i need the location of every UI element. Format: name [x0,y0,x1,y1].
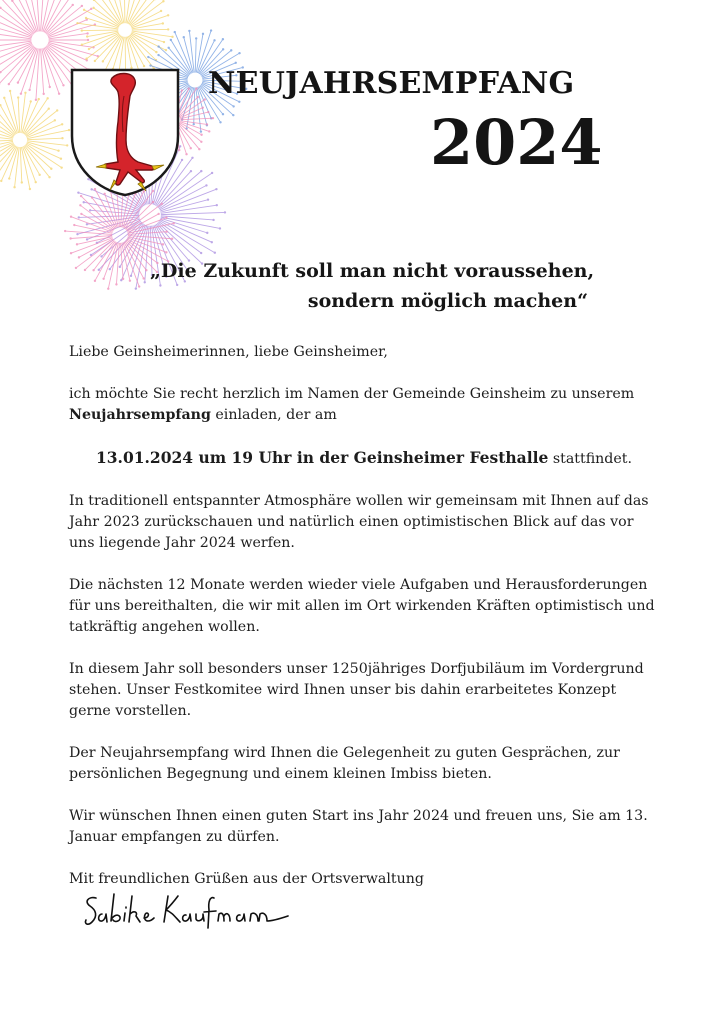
intro-paragraph [69,384,659,426]
event-date-location: 13.01.2024 um 19 Uhr in der Geinsheimer Festhalle [95,448,549,467]
quote-line-2: sondern möglich machen“ [307,290,588,312]
letter-body [69,342,659,911]
event-title: NEUJAHRSEMPFANG [208,66,575,101]
event-details-suffix: stattfindet. [548,451,632,467]
firework-burst [0,90,70,190]
closing-line: Mit freundlichen Grüßen aus der Ortsverwaltung [69,871,424,887]
paragraph-wishes: Wir wünschen Ihnen einen guten Start ins Jahr 2024 und freuen uns, Sie am 13. Januar empfangen zu dürfen. [69,808,648,845]
paragraph-jubilee: In diesem Jahr soll besonders unser 1250jähriges Dorfjubiläum im Vordergrund stehen. Unser Festkomitee wird Ihnen unser bis dahin erarbeitetes Konzept gerne vorstellen. [69,661,644,719]
event-year: 2024 [430,106,603,179]
salutation: Liebe Geinsheimerinnen, liebe Geinsheimer, [69,344,388,360]
paragraph-reception: Der Neujahrsempfang wird Ihnen die Gelegenheit zu guten Gesprächen, zur persönlichen Begegnung und einem kleinen Imbiss bieten. [69,745,620,782]
event-details [69,447,659,470]
intro-text-1: ich möchte Sie recht herzlich im Namen der Gemeinde Geinsheim zu unserem [69,386,635,402]
intro-text-2: einladen, der am [210,407,337,423]
paragraph-outlook: Die nächsten 12 Monate werden wieder viele Aufgaben und Herausforderungen für uns bereithalten, die wir mit allen im Ort wirkenden Kräften optimistisch und tatkräftig angehen wollen. [69,577,655,635]
quote-line-1: „Die Zukunft soll man nicht voraussehen, [150,260,595,282]
coat-of-arms-icon [68,66,182,198]
handwritten-signature [82,888,292,936]
motto-quote [150,256,595,316]
paragraph-review: In traditionell entspannter Atmosphäre wollen wir gemeinsam mit Ihnen auf das Jahr 2023 zurückschauen und natürlich einen optimistischen Blick auf das vor uns liegende Jahr 2024 werfen. [69,493,649,551]
intro-highlight: Neujahrsempfang [69,407,211,423]
